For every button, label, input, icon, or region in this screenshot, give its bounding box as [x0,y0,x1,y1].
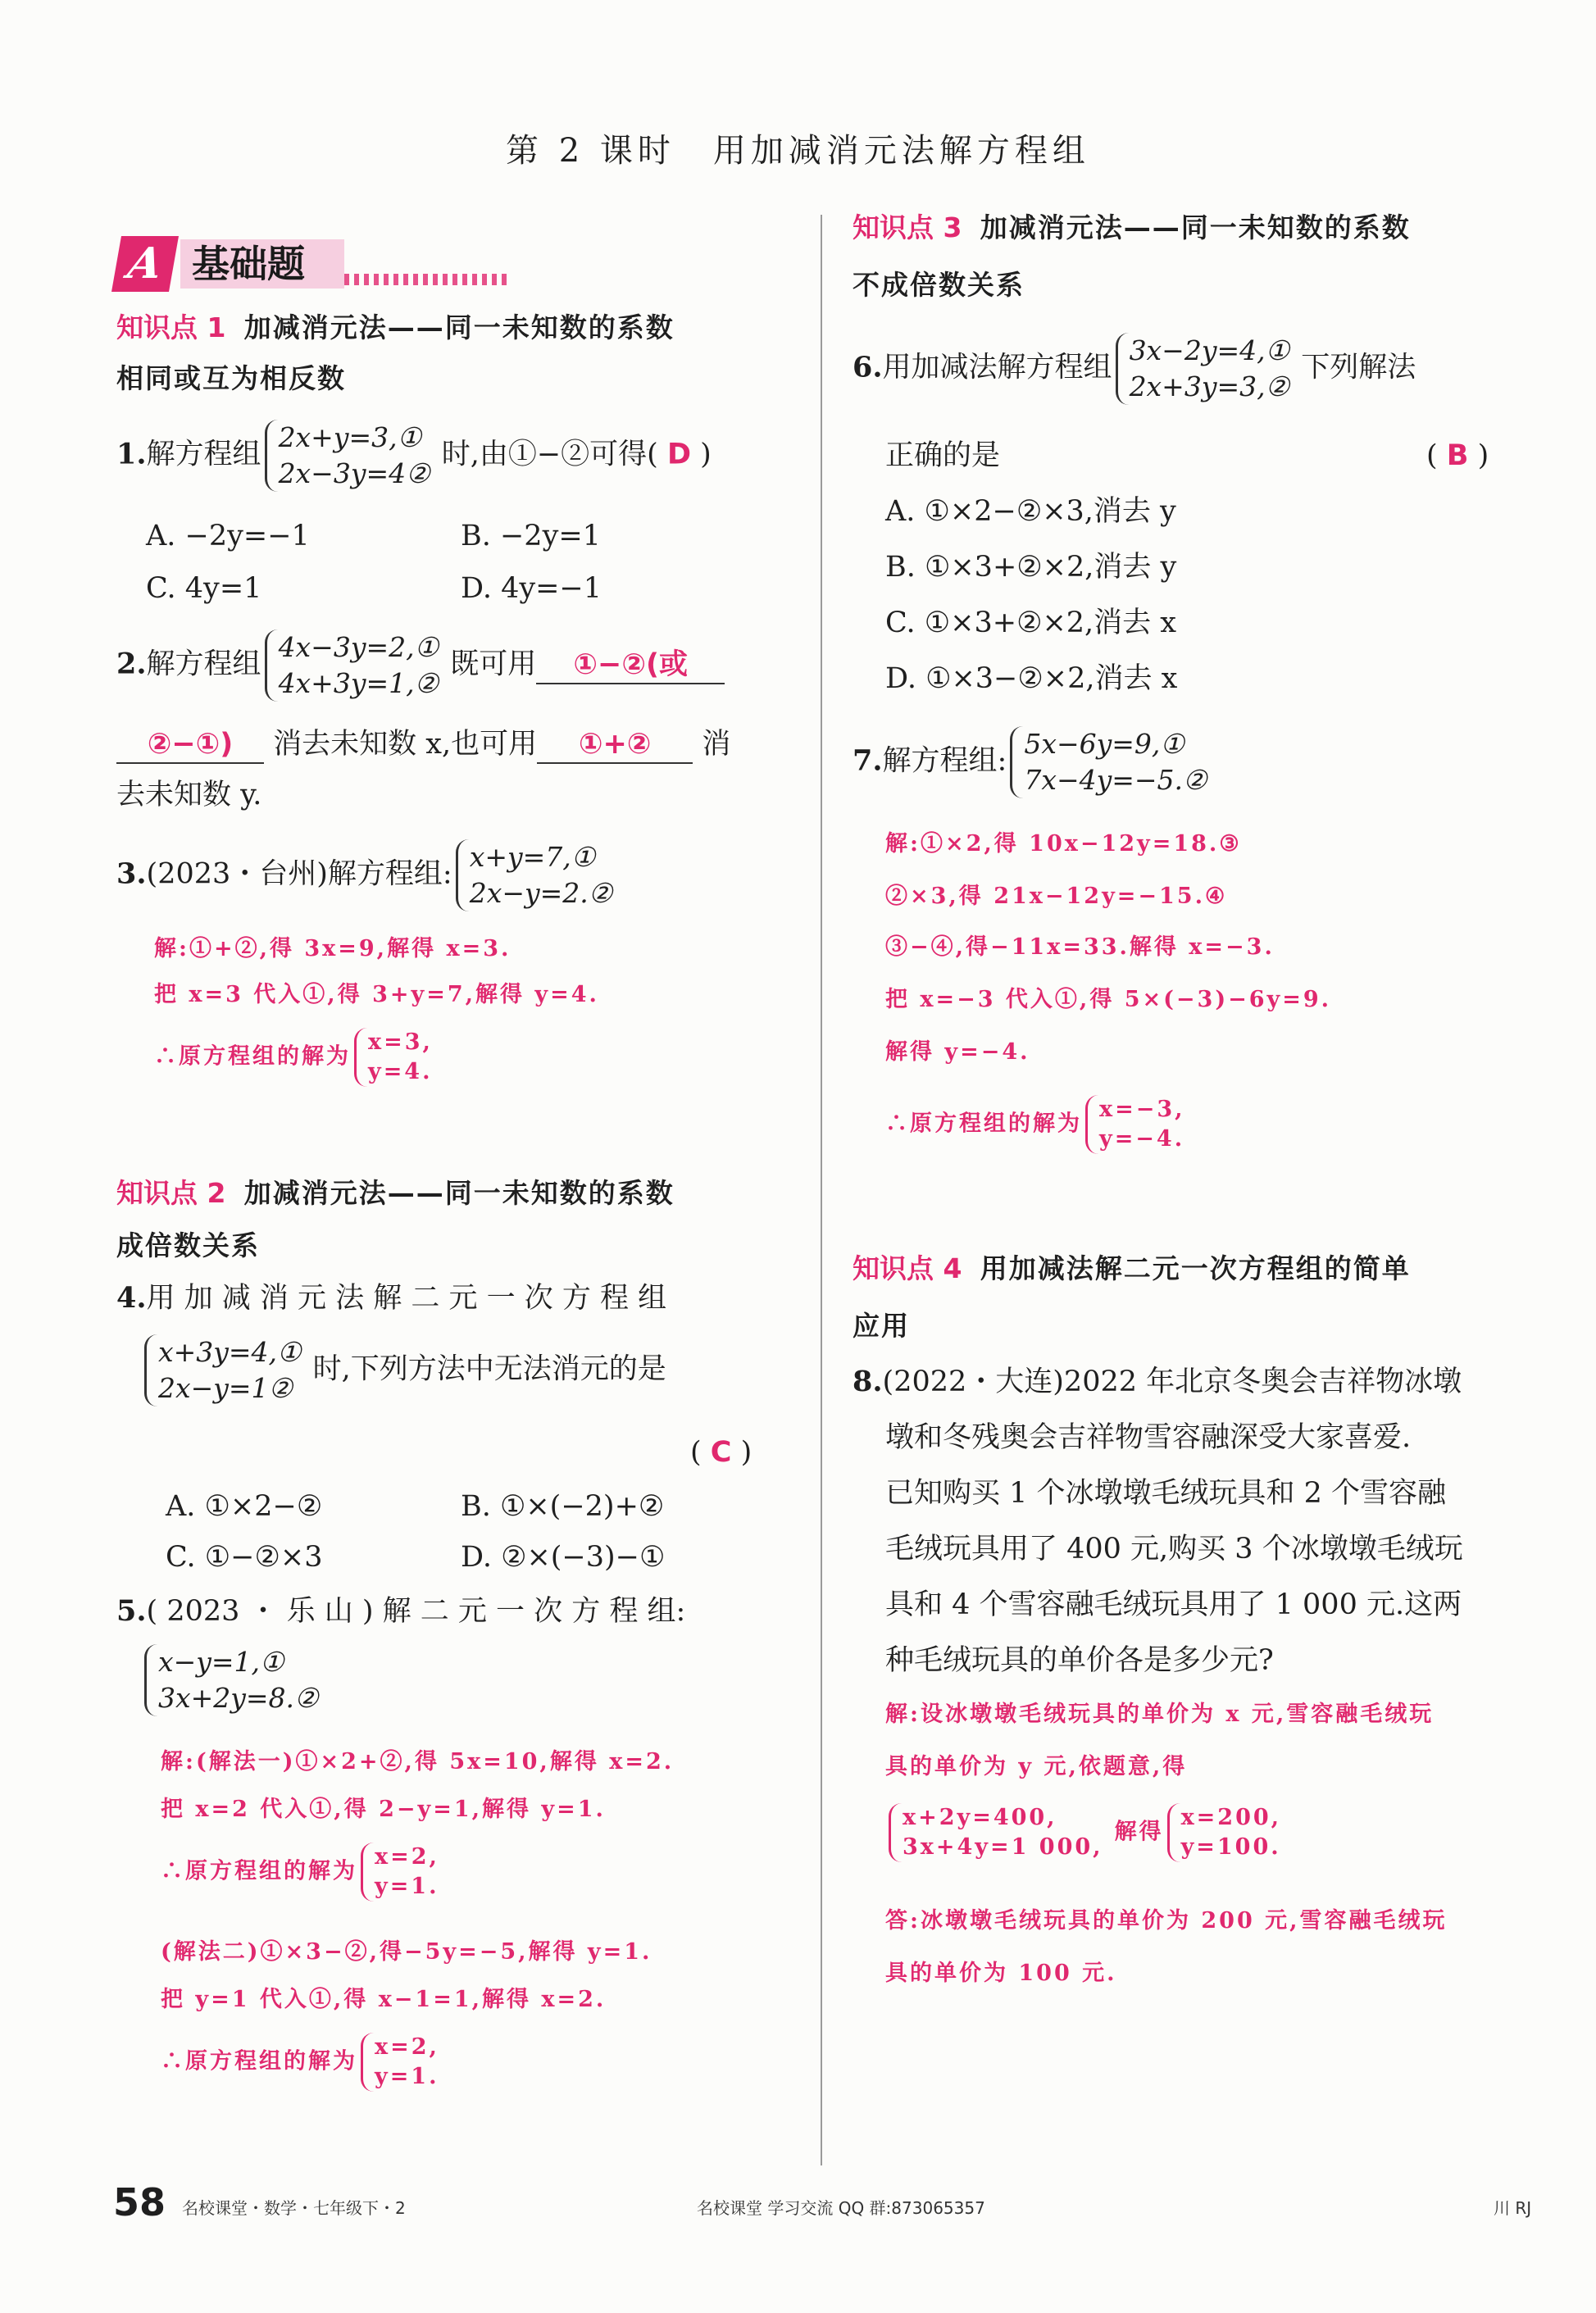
q7-s2: ②×3,得 21x−12y=−15.④ [885,884,1228,909]
q4-open: ( [690,1436,702,1469]
q6-close: ) [1477,439,1489,472]
q1-number: 1. [116,437,147,471]
q8-l4: 毛绒玩具用了 400 元,购买 3 个冰墩墩毛绒玩 [885,1533,1463,1565]
q6-answer-paren [1426,438,1489,474]
q7-s5: 解得 y=−4. [885,1039,1030,1065]
q3-system [456,839,621,911]
q8-equations [885,1803,1293,1862]
q1-option-d: D. 4y=−1 [461,572,602,605]
q6-prefix: 用加减法解方程组 [882,351,1112,384]
q6-eq2: 2x+3y=3,② [1129,370,1290,402]
q5-eq1: x−y=1,① [158,1646,284,1678]
q3-r2: y=4. [368,1059,433,1084]
kp4-title: 用加减法解二元一次方程组的简单 [980,1252,1411,1284]
q8-l1-text: (2022・大连)2022 年北京冬奥会吉祥物冰墩 [882,1366,1462,1398]
q8-l2: 墩和冬残奥会吉祥物雪容融深受大家喜爱. [885,1421,1412,1454]
footer-right: 川 RJ [1494,2198,1532,2218]
q2-text2: 消去未知数 x,也可用 [273,728,538,761]
q8-r2: y=100. [1180,1834,1281,1860]
q5-eq2: 3x+2y=8.② [158,1682,319,1714]
q5-r1: x=2, [375,1844,439,1870]
q2-eq2: 4x+3y=1,② [278,667,439,699]
q6 [853,333,1416,405]
q5-s3-text: ∴原方程组的解为 [161,1858,357,1884]
q8-l1 [853,1364,1462,1400]
q7-result [1085,1095,1194,1154]
q4-system [144,1334,310,1406]
q5-s5: 把 y=1 代入①,得 x−1=1,解得 x=2. [161,1987,607,2012]
q3-prefix: (2023・台州)解方程组: [146,857,452,891]
q2-mid: 既可用 [450,648,537,681]
q2 [116,629,725,702]
q2-blank-1b: ②−①) [116,726,264,764]
q1-option-a: A. −2y=−1 [146,520,310,552]
q5-result2 [361,2033,448,2092]
q8-s1: 解:设冰墩墩毛绒玩具的单价为 x 元,雪容融毛绒玩 [885,1702,1435,1727]
q7-s4: 把 x=−3 代入①,得 5×(−3)−6y=9. [885,987,1332,1012]
q7-eq1: 5x−6y=9,① [1024,728,1184,760]
q3-result [354,1028,441,1087]
q2-blank-1a: ①−②(或 [536,647,725,684]
kp4-tag: 知识点 4 [853,1252,962,1284]
kp3-tag: 知识点 3 [853,211,962,243]
kp3-title: 加减消元法——同一未知数的系数 [980,211,1411,243]
q5-r4: y=1. [375,2064,439,2089]
q8-l3: 已知购买 1 个冰墩墩毛绒玩具和 2 个雪容融 [885,1477,1447,1510]
q2-number: 2. [116,647,147,681]
q3-sol3-text: ∴原方程组的解为 [154,1043,351,1070]
banner-stripes [344,274,508,285]
q7-number: 7. [853,743,883,778]
q6-answer: B [1446,439,1469,472]
banner-label: 基础题 [192,242,305,286]
q1-system [265,420,439,492]
kp2-tag: 知识点 2 [116,1177,226,1209]
q2-text3: 消 [702,728,731,761]
q6-system [1116,333,1298,405]
q2-blank-2: ①+② [537,726,693,764]
q7-r2: y=−4. [1099,1126,1185,1152]
q4-text1: 用 加 减 消 元 法 解 二 元 一 次 方 程 组 [146,1282,667,1315]
kp2-title: 加减消元法——同一未知数的系数 [243,1177,675,1209]
q7-s1: 解:①×2,得 10x−12y=18.③ [885,831,1242,857]
q5-s4: (解法二)①×3−②,得−5y=−5,解得 y=1. [161,1939,652,1965]
q7-prefix: 解方程组: [882,744,1007,778]
q3-sol2: 把 x=3 代入①,得 3+y=7,解得 y=4. [154,982,599,1007]
q7-s3: ③−④,得−11x=33.解得 x=−3. [885,934,1275,960]
kp1-title: 加减消元法——同一未知数的系数 [243,311,675,343]
q4-option-a: A. ①×2−② [166,1490,323,1523]
footer-book: 名校课堂・数学・七年级下・2 [182,2198,406,2218]
q6-line2: 正确的是 [885,439,1001,472]
q5-s3 [161,1843,451,1902]
q8-s2: 具的单价为 y 元,依题意,得 [885,1754,1188,1779]
q1-answer: D [666,438,692,471]
q7-s6 [885,1095,1197,1154]
q4-option-b: B. ①×(−2)+② [461,1490,665,1523]
q4-option-d: D. ②×(−3)−① [461,1541,666,1574]
q2-system [265,629,448,702]
kp1-tag: 知识点 1 [116,311,226,343]
q5-r2: y=1. [375,1874,439,1899]
kp1-title-cont: 相同或互为相反数 [116,362,346,394]
q8-mid: 解得 [1114,1819,1164,1845]
q4-eq1: x+3y=4,① [158,1336,302,1368]
q1-eq1: 2x+y=3,① [278,421,422,453]
q6-suffix: 下列解法 [1301,351,1416,384]
q5-s6 [161,2033,451,2092]
column-divider [821,215,822,2165]
q7-eq2: 7x−4y=−5.② [1024,764,1207,796]
q4-answer: C [710,1436,732,1469]
q8-s4: 具的单价为 100 元. [885,1961,1117,1986]
page-number: 58 [113,2180,166,2224]
q4-option-c: C. ①−②×3 [166,1541,323,1574]
q3-sol3 [154,1028,444,1087]
footer-center: 名校课堂 学习交流 QQ 群:873065357 [697,2198,985,2218]
q5-system [144,1644,327,1716]
kp3-title-cont: 不成倍数关系 [853,269,1025,301]
q8-result [1167,1803,1289,1862]
q3-eq1: x+y=7,① [469,841,596,873]
q5-s2: 把 x=2 代入①,得 2−y=1,解得 y=1. [161,1797,606,1822]
q6-eq1: 3x−2y=4,① [1129,334,1290,366]
q6-number: 6. [853,350,883,384]
q2-eq1: 4x−3y=2,① [278,631,439,663]
q6-option-d: D. ①×3−②×2,消去 x [885,662,1178,695]
q1 [116,420,712,492]
q3 [116,839,624,911]
q1-option-b: B. −2y=1 [461,520,601,552]
q5-system-line [141,1644,330,1716]
q4 [116,1280,666,1316]
q7 [853,726,1219,798]
q4-number: 4. [116,1281,147,1315]
q8-system [889,1803,1112,1862]
q4-text2: 时,下列方法中无法消元的是 [312,1352,666,1386]
q8-e1: x+2y=400, [903,1805,1057,1830]
q4-answer-paren [690,1434,752,1470]
q2-prefix: 解方程组 [146,648,261,681]
q5-text1: ( 2023 ・ 乐 山 ) 解 二 元 一 次 方 程 组: [146,1595,686,1628]
banner-letter: A [111,236,179,292]
q1-eq2: 2x−3y=4② [278,457,430,489]
kp2-title-cont: 成倍数关系 [116,1229,260,1261]
q6-option-a: A. ①×2−②×3,消去 y [885,495,1176,528]
q3-r1: x=3, [368,1029,433,1055]
q6-open: ( [1426,439,1438,472]
q3-eq2: 2x−y=2.② [469,877,613,909]
q1-close: ) [700,438,712,471]
q5-number: 5. [116,1594,147,1628]
q8-e2: 3x+4y=1 000, [903,1834,1103,1860]
kp4-title-cont: 应用 [853,1310,910,1342]
q8-l5: 具和 4 个雪容融毛绒玩具用了 1 000 元.这两 [885,1588,1462,1621]
q1-option-c: C. 4y=1 [146,572,262,605]
q2-line2 [116,726,730,764]
q4-eq2: 2x−y=1② [158,1372,293,1404]
q7-system [1010,726,1215,798]
q8-l6: 种毛绒玩具的单价各是多少元? [885,1644,1274,1677]
kp1-heading [116,310,675,346]
q8-r1: x=200, [1180,1805,1282,1830]
kp3-heading [853,210,1411,246]
page-title: 第 2 课时 用加减消元法解方程组 [506,132,1090,170]
q5-result1 [361,1843,448,1902]
q8-s3: 答:冰墩墩毛绒玩具的单价为 200 元,雪容融毛绒玩 [885,1908,1448,1934]
q6-option-b: B. ①×3+②×2,消去 y [885,551,1177,584]
section-banner [116,236,395,292]
q3-sol1: 解:①+②,得 3x=9,解得 x=3. [154,936,512,961]
q1-suffix: 时,由①−②可得( [441,438,658,471]
q2-line3: 去未知数 y. [116,779,262,811]
q3-number: 3. [116,857,147,891]
q5-s6-text: ∴原方程组的解为 [161,2048,357,2074]
kp2-heading [116,1175,675,1211]
q4-line2 [141,1334,666,1406]
q6-option-c: C. ①×3+②×2,消去 x [885,607,1177,639]
q1-prefix: 解方程组 [146,438,261,471]
q5 [116,1593,685,1629]
q5-r3: x=2, [375,2034,439,2060]
kp4-heading [853,1251,1411,1287]
q5-s1: 解:(解法一)①×2+②,得 5x=10,解得 x=2. [161,1749,675,1775]
q4-close: ) [740,1436,753,1469]
q8-number: 8. [853,1365,883,1398]
q7-s6-text: ∴原方程组的解为 [885,1111,1082,1137]
q7-r1: x=−3, [1099,1097,1185,1122]
